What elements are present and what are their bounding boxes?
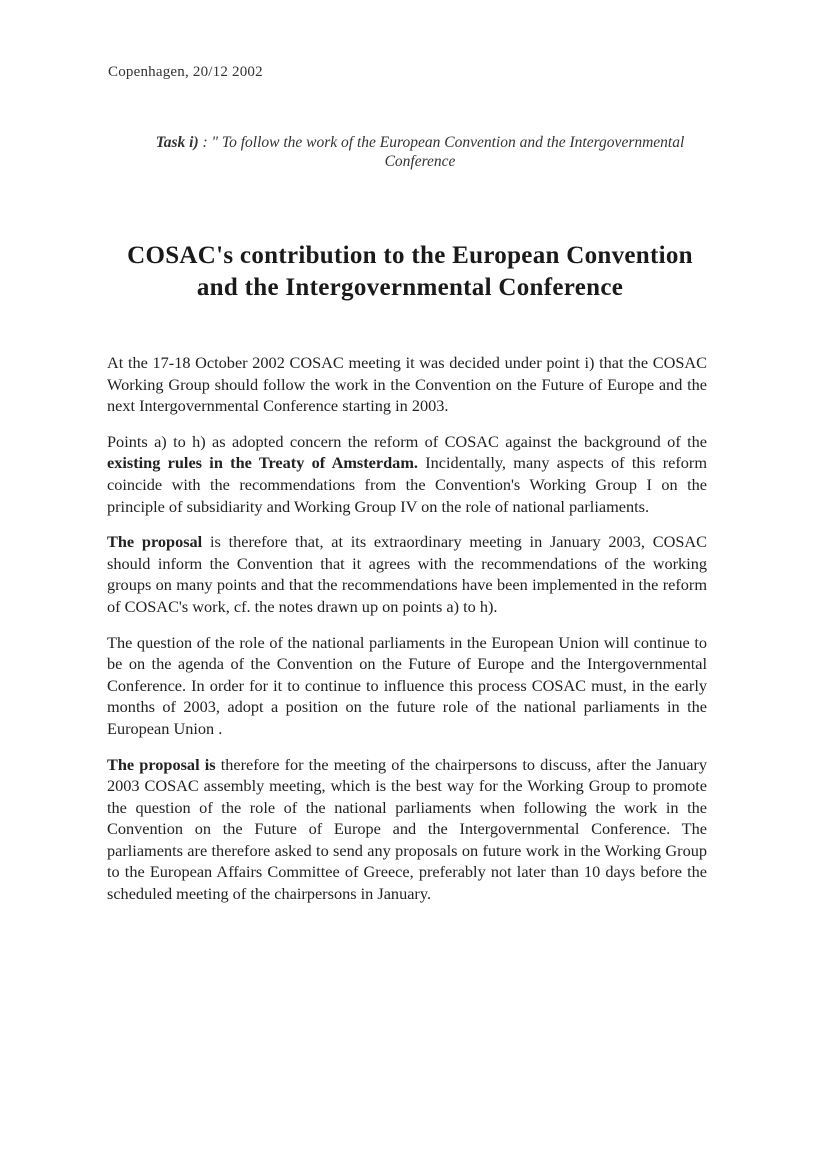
document-title: [70, 240, 750, 304]
paragraph-3-text: is therefore that, at its extraordinary meeting in January 2003, COSAC should inform the Convention that it agrees with the recommendations of the working groups on many points and that the recommendations have been implemented in the reform of COSAC's work, cf. the notes drawn up on points a) to h).: [107, 532, 707, 616]
paragraph-2-text-b: Incidentally, many aspects of this reform coincide with the recommendations from the Convention's Working Group I on the principle of subsidiarity and Working Group IV on the role of national parliaments.: [107, 453, 707, 516]
paragraph-2: [107, 431, 707, 517]
paragraph-3-emphasis: The proposal: [107, 532, 203, 552]
title-line-1: COSAC's contribution to the European Convention: [127, 242, 693, 269]
title-line-2: and the Intergovernmental Conference: [196, 274, 624, 301]
document-body: [107, 352, 707, 919]
paragraph-5-emphasis: The proposal is: [107, 754, 216, 774]
paragraph-5-text: therefore for the meeting of the chairpersons to discuss, after the January 2003 COSAC assembly meeting, which is the best way for the Working Group to promote the question of the role of the national parliaments when following the work in the Convention on the Future of Europe and the Intergovernmental Conference. The parliaments are therefore asked to send any proposals on future work in the Working Group to the European Affairs Committee of Greece, preferably not later than 10 days before the scheduled meeting of the chairpersons in January.: [107, 754, 707, 904]
task-heading: [150, 133, 690, 171]
task-text: : " To follow the work of the European Convention and the Intergovernmental Conference: [198, 134, 685, 170]
task-label: Task i): [155, 134, 199, 151]
paragraph-1: At the 17-18 October 2002 COSAC meeting it was decided under point i) that the COSAC Working Group should follow the work in the Convention on the Future of Europe and the next Intergovernmental Conference starting in 2003.: [107, 353, 707, 416]
paragraph-5: [107, 754, 707, 905]
paragraph-4: The question of the role of the national parliaments in the European Union will continue to be on the agenda of the Convention on the Future of Europe and the Intergovernmental Conference. In order for it to continue to influence this process COSAC must, in the early months of 2003, adopt a position on the future role of the national parliaments in the European Union .: [107, 632, 707, 738]
dateline: Copenhagen, 20/12 2002: [108, 64, 263, 80]
paragraph-3: [107, 531, 707, 617]
paragraph-2-text-a: Points a) to h) as adopted concern the reform of COSAC against the background of the: [107, 431, 707, 451]
paragraph-2-emphasis: existing rules in the Treaty of Amsterdam.: [107, 453, 418, 473]
